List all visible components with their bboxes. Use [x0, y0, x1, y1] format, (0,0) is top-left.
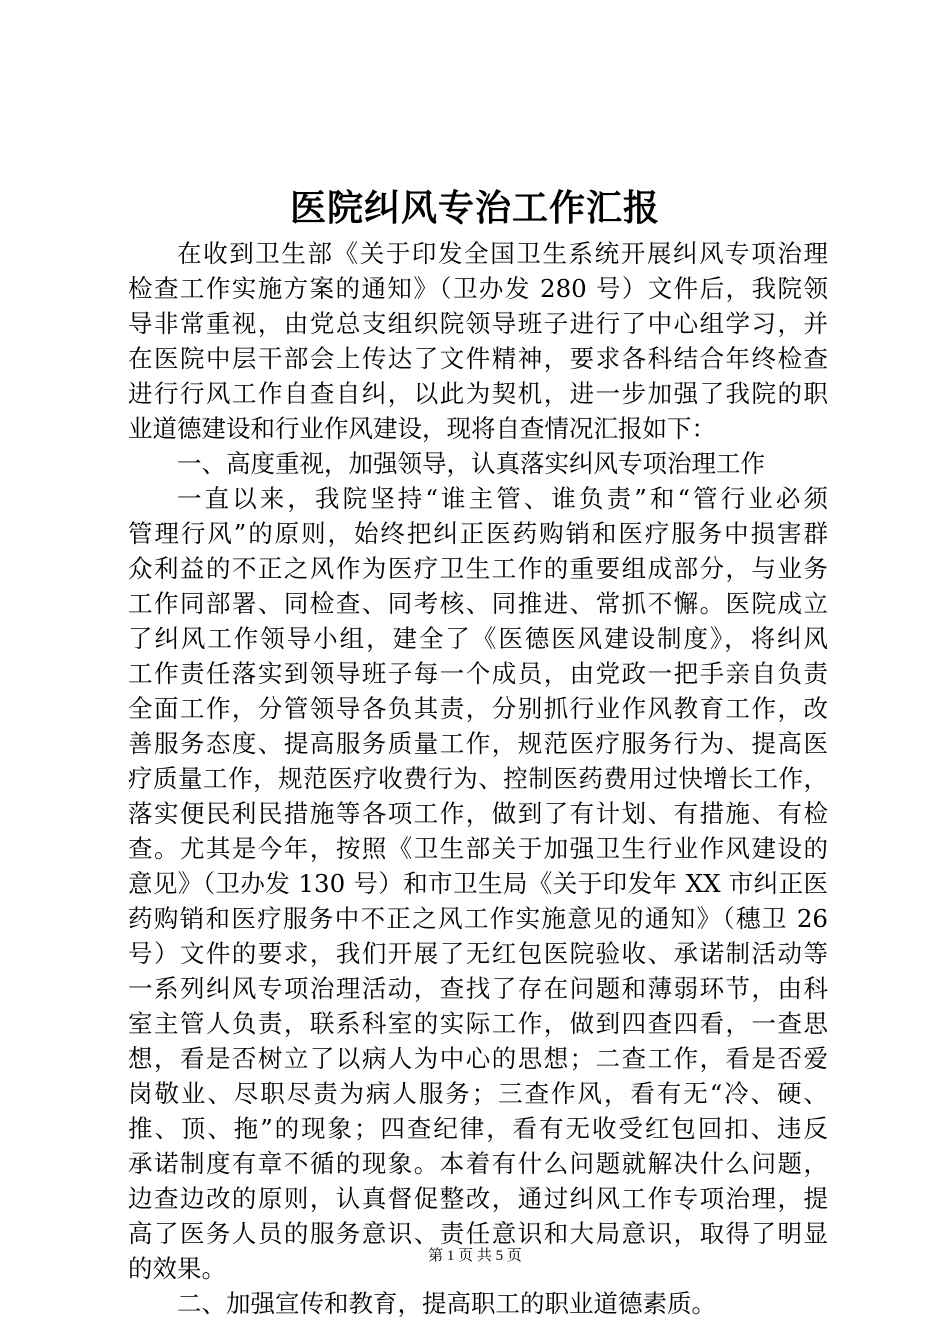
paragraph-line: 一直以来，我院坚持“谁主管、谁负责”和“管行业必须 [177, 484, 828, 513]
paragraph-line: 高了医务人员的服务意识、责任意识和大局意识，取得了明显 [128, 1219, 828, 1248]
paragraph-line: 落实便民利民措施等各项工作，做到了有计划、有措施、有检 [128, 799, 828, 828]
document-title: 医院纠风专治工作汇报 [289, 187, 660, 229]
section-heading: 一、高度重视，加强领导，认真落实纠风专项治理工作 [177, 449, 765, 478]
paragraph-line: 查。尤其是今年，按照《卫生部关于加强卫生行业作风建设的 [128, 834, 828, 863]
paragraph-line: 室主管人负责，联系科室的实际工作，做到四查四看，一查思 [128, 1009, 828, 1038]
paragraph-line: 在收到卫生部《关于印发全国卫生系统开展纠风专项治理 [177, 239, 828, 268]
paragraph-line: 在医院中层干部会上传达了文件精神，要求各科结合年终检查 [128, 344, 828, 373]
paragraph-line: 全面工作，分管领导各负其责，分别抓行业作风教育工作，改 [128, 694, 828, 723]
paragraph-line: 推、顶、拖”的现象；四查纪律，看有无收受红包回扣、违反 [128, 1114, 828, 1143]
page-number: 第 1 页 共 5 页 [428, 1248, 522, 1264]
paragraph-line: 意见》（卫办发 130 号）和市卫生局《关于印发年 XX 市纠正医 [128, 869, 828, 898]
paragraph-line: 一系列纠风专项治理活动，查找了存在问题和薄弱环节，由科 [128, 974, 828, 1003]
paragraph-line: 工作责任落实到领导班子每一个成员，由党政一把手亲自负责 [128, 659, 828, 688]
paragraph-line: 众利益的不正之风作为医疗卫生工作的重要组成部分，与业务 [128, 554, 828, 583]
paragraph-line: 的效果。 [128, 1254, 226, 1283]
paragraph-line: 工作同部署、同检查、同考核、同推进、常抓不懈。医院成立 [128, 589, 828, 618]
paragraph-line: 边查边改的原则，认真督促整改，通过纠风工作专项治理，提 [128, 1184, 828, 1213]
paragraph-line: 了纠风工作领导小组，建全了《医德医风建设制度》，将纠风 [128, 624, 828, 653]
paragraph-line: 进行行风工作自查自纠，以此为契机，进一步加强了我院的职 [128, 379, 828, 408]
document-body [128, 236, 828, 1321]
paragraph-line: 想，看是否树立了以病人为中心的思想；二查工作，看是否爱 [128, 1044, 828, 1073]
paragraph-line: 业道德建设和行业作风建设，现将自查情况汇报如下： [128, 414, 716, 443]
section-heading: 二、加强宣传和教育，提高职工的职业道德素质。 [177, 1289, 716, 1318]
paragraph-line: 号）文件的要求，我们开展了无红包医院验收、承诺制活动等 [128, 939, 828, 968]
paragraph-line: 疗质量工作，规范医疗收费行为、控制医药费用过快增长工作， [128, 764, 828, 793]
paragraph-line: 药购销和医疗服务中不正之风工作实施意见的通知》（穗卫 26 [128, 904, 828, 933]
paragraph-line: 管理行风”的原则，始终把纠正医药购销和医疗服务中损害群 [128, 519, 828, 548]
paragraph-line: 导非常重视，由党总支组织院领导班子进行了中心组学习，并 [128, 309, 828, 338]
paragraph-line: 承诺制度有章不循的现象。本着有什么问题就解决什么问题， [128, 1149, 828, 1178]
paragraph-line: 检查工作实施方案的通知》（卫办发 280 号）文件后，我院领 [128, 274, 828, 303]
paragraph-line: 岗敬业、尽职尽责为病人服务；三查作风，看有无“冷、硬、 [128, 1079, 828, 1108]
paragraph-line: 善服务态度、提高服务质量工作，规范医疗服务行为、提高医 [128, 729, 828, 758]
